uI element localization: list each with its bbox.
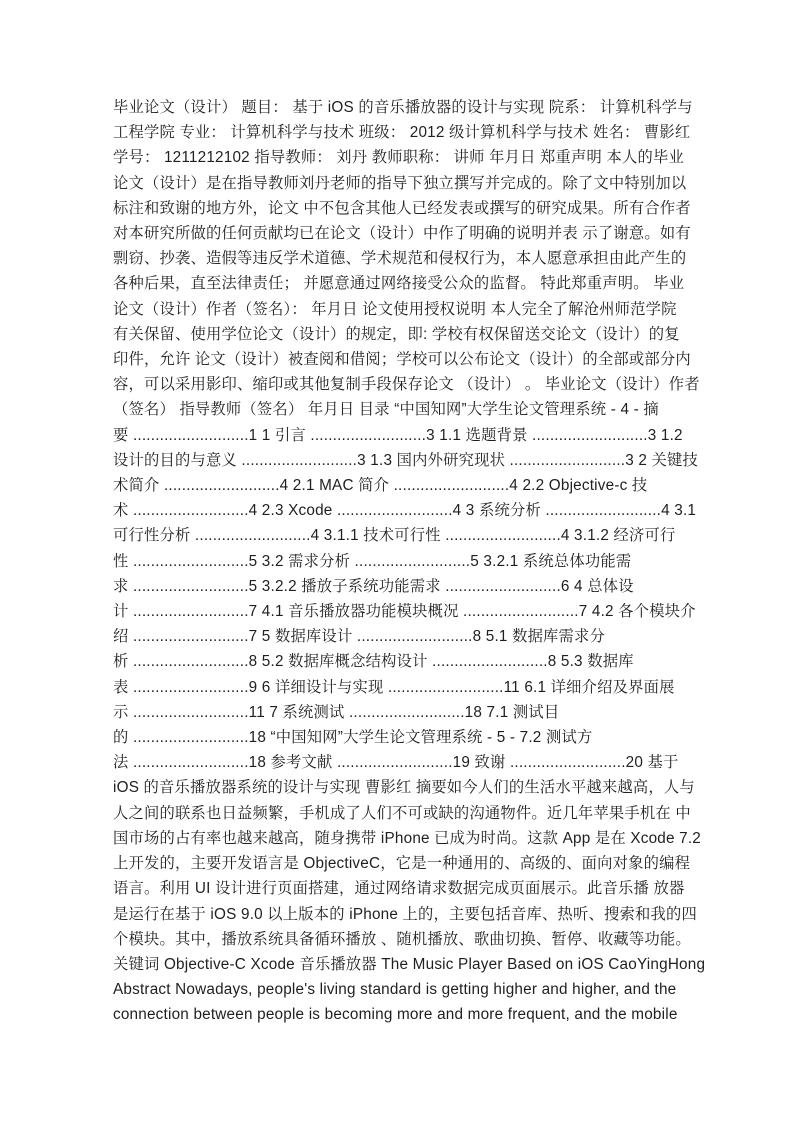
- text-line: Abstract Nowadays, people's living standard is getting higher and higher, and the: [113, 981, 677, 999]
- text-line: 印件，允许 论文（设计）被查阅和借阅；学校可以公布论文（设计）的全部或部分内: [113, 351, 691, 369]
- text-line: 有关保留、使用学位论文（设计）的规定，即: 学校有权保留送交论文（设计）的复: [113, 325, 680, 343]
- text-line: 性 ..........................5 3.2 需求分析 ..........................5 3.2.1 系统总体功能需: [113, 552, 632, 570]
- text-line: 个模块。其中，播放系统具备循环播放 、随机播放、歌曲切换、暂停、收藏等功能。: [113, 930, 691, 948]
- text-line: 术简介 ..........................4 2.1 MAC 简介 ..........................4 2.2 Objective-c 技: [113, 477, 648, 495]
- text-line: 的 ..........................18 “中国知网”大学生论文管理系统 - 5 - 7.2 测试方: [113, 729, 593, 747]
- text-line: connection between people is becoming more and more frequent, and the mobile: [113, 1006, 678, 1024]
- text-line: iOS 的音乐播放器系统的设计与实现 曹影红 摘要如今人们的生活水平越来越高，人与: [113, 779, 695, 797]
- text-line: 绍 ..........................7 5 数据库设计 ..........................8 5.1 数据库需求分: [113, 628, 606, 646]
- text-line: 表 ..........................9 6 详细设计与实现 ..........................11 6.1 详细介绍及界面展: [113, 678, 675, 696]
- text-line: 设计的目的与意义 ..........................3 1.3 国内外研究现状 ..........................3 2 关键技: [113, 451, 699, 469]
- text-line: 要 ..........................1 1 引言 ..........................3 1.1 选题背景 ..........................3 1.2: [113, 426, 683, 444]
- text-line: 论文（设计）作者（签名）： 年月日 论文使用授权说明 本人完全了解沧州师范学院: [113, 300, 677, 318]
- text-line: 毕业论文（设计） 题目： 基于 iOS 的音乐播放器的设计与实现 院系： 计算机科学与: [113, 99, 693, 116]
- text-line: 计 ..........................7 4.1 音乐播放器功能模块概况 ..........................7 4.2 各个模块介: [113, 603, 696, 621]
- text-line: 语言。利用 UI 设计进行页面搭建，通过网络请求数据完成页面展示。此音乐播 放器: [113, 880, 685, 898]
- text-line: 容，可以采用影印、缩印或其他复制手段保存论文 （设计） 。 毕业论文（设计）作者: [113, 376, 700, 394]
- text-line: 国市场的占有率也越来越高，随身携带 iPhone 已成为时尚。这款 App 是在 Xcode 7.2: [113, 829, 702, 847]
- text-line: 学号： 1211212102 指导教师： 刘丹 教师职称： 讲师 年月日 郑重声明 本人的毕业: [113, 149, 684, 167]
- text-line: 论文（设计）是在指导教师刘丹老师的指导下独立撰写并完成的。除了文中特别加以: [113, 174, 687, 192]
- text-line: 工程学院 专业： 计算机科学与技术 班级： 2012 级计算机科学与技术 姓名： 曹影红: [113, 124, 691, 142]
- text-line: 示 ..........................11 7 系统测试 ..........................18 7.1 测试目: [113, 703, 560, 721]
- text-line: 上开发的，主要开发语言是 ObjectiveC，它是一种通用的、高级的、面向对象的编程: [113, 855, 691, 873]
- text-line: （签名） 指导教师（签名） 年月日 目录 “中国知网”大学生论文管理系统 - 4 - 摘: [113, 401, 659, 419]
- text-line: 析 ..........................8 5.2 数据库概念结构设计 ..........................8 5.3 数据库: [113, 653, 634, 671]
- text-line: 求 ..........................5 3.2.2 播放子系统功能需求 ..........................6 4 总体设: [113, 577, 634, 595]
- text-line: 标注和致谢的地方外，论文 中不包含其他人已经发表或撰写的研究成果。所有合作者: [113, 199, 691, 217]
- document-text-block: [113, 95, 706, 1028]
- text-line: 关键词 Objective-C Xcode 音乐播放器 The Music Player Based on iOS CaoYingHong: [113, 955, 706, 973]
- text-line: 可行性分析 ..........................4 3.1.1 技术可行性 ..........................4 3.1.2 经济可行: [113, 527, 676, 545]
- text-line: 法 ..........................18 参考文献 ..........................19 致谢 ..........................20 基于: [113, 754, 679, 772]
- text-line: 剽窃、抄袭、造假等违反学术道德、学术规范和侵权行为，本人愿意承担由此产生的: [113, 250, 687, 268]
- text-line: 术 ..........................4 2.3 Xcode ..........................4 3 系统分析 ..........................4 3.1: [113, 502, 697, 520]
- text-line: 各种后果，直至法律责任； 并愿意通过网络接受公众的监督。 特此郑重声明。 毕业: [113, 275, 685, 293]
- text-line: 对本研究所做的任何贡献均已在论文（设计）中作了明确的说明并表 示了谢意。如有: [113, 225, 691, 243]
- text-line: 人之间的联系也日益频繁，手机成了人们不可或缺的沟通物件。近几年苹果手机在 中: [113, 804, 691, 822]
- text-line: 是运行在基于 iOS 9.0 以上版本的 iPhone 上的，主要包括音库、热听、搜索和我的四: [113, 905, 697, 923]
